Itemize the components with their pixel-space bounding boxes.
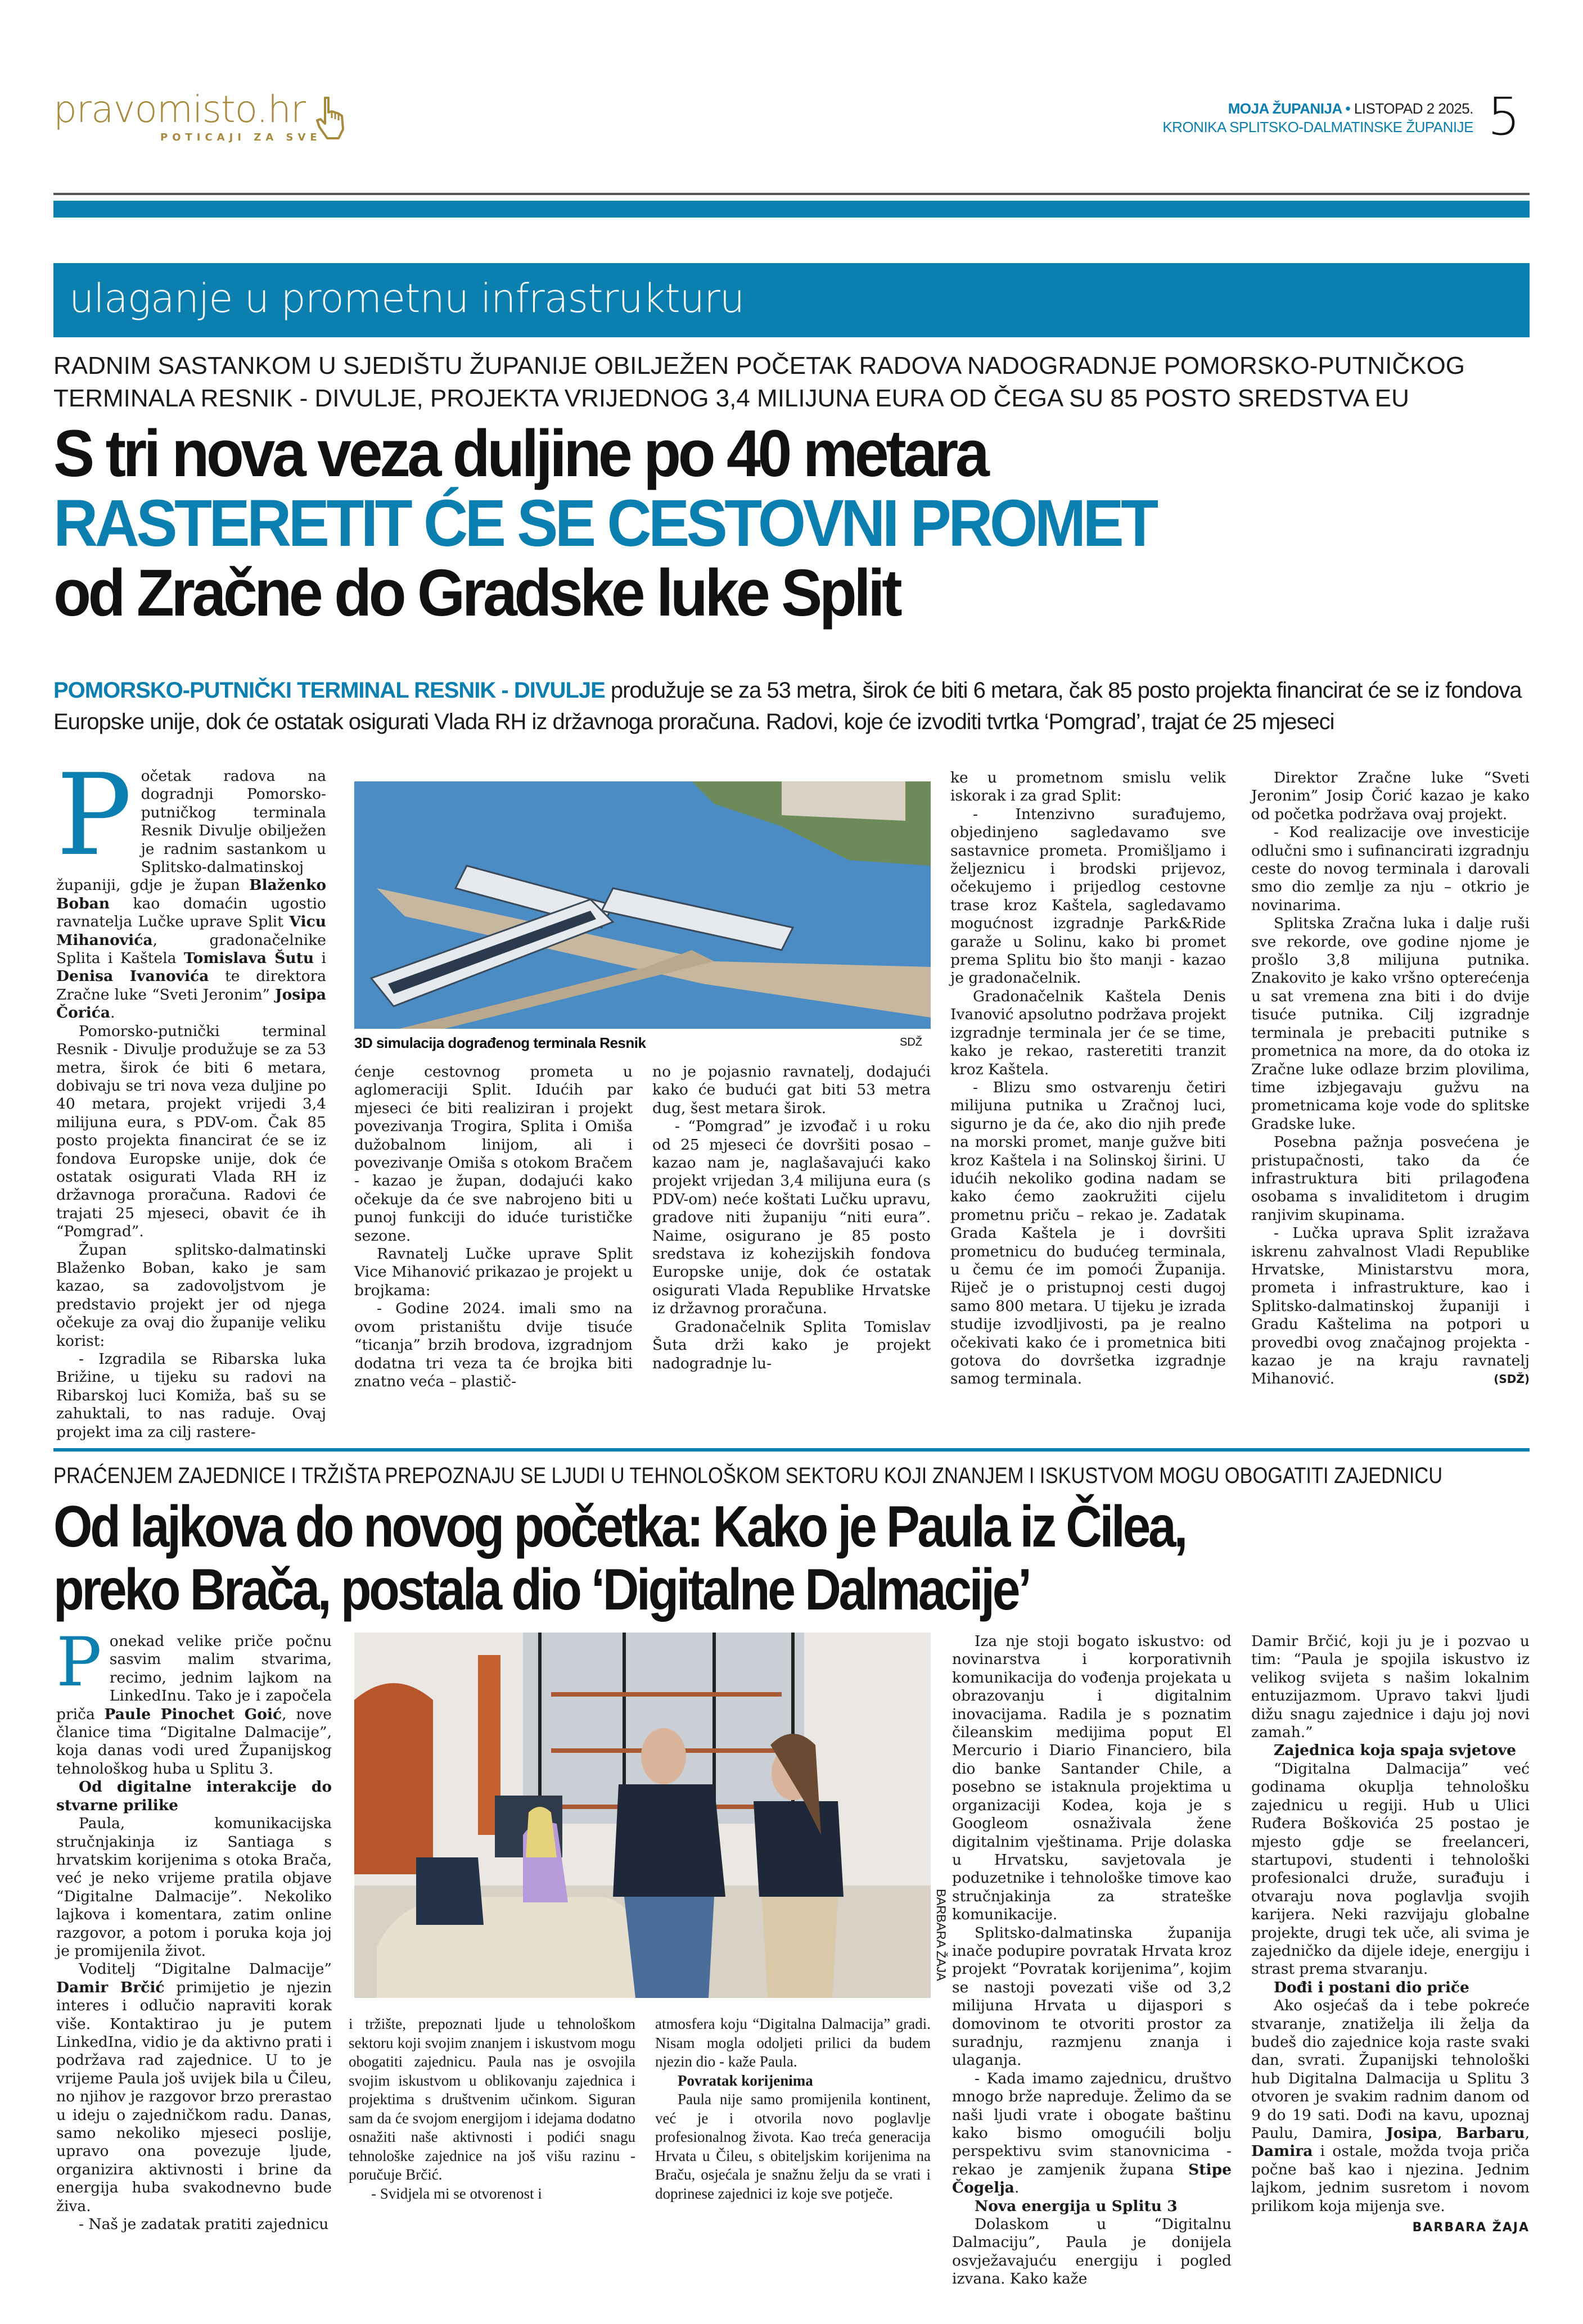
- paragraph: Ravnatelj Lučke uprave Split Vice Mihanović prikazao je projekt u brojkama:: [354, 1245, 633, 1299]
- paragraph: - Naš je zadatak pratiti zajednicu: [79, 2216, 329, 2233]
- section-name: MOJA ŽUPANIJA: [1228, 100, 1342, 117]
- subheading: Zajednica koja spaja svjetove: [1274, 1742, 1516, 1760]
- paragraph: “Digitalna Dalmacija” već godinama okuplja tehnološku zajednicu u regiji. Hub u Ulici Ruđera Boškovića 25 postao je mjesto gdje se freelanceri, startupovi, studenti i tehnološki profesionalci druže, surađuju i otvaraju nova poglavlja svojih karijera. Neki razvijaju globalne projekte, drugi tek uče, ali svima je zajedničko da dijele ideje, energiju i strast prema stvaranju.: [1251, 1760, 1530, 1978]
- photo-credit: SDŽ: [900, 1036, 922, 1048]
- header-separator: •: [1341, 100, 1354, 117]
- subheading: Dođi i postani dio priče: [1274, 1978, 1469, 1996]
- paragraph: Posebna pažnja posvećena je pristupačnosti, tako da će infrastruktura biti prilagođena osobama s invaliditetom i drugim ranjivim skupinama.: [1251, 1133, 1530, 1224]
- paragraph: Splitsko-dalmatinska županija inače podupire povratak Hrvata kroz projekt “Povratak korijenima”, kojim se nastoji povezati više od 3,2 milijuna Hrvata u dijaspori s domovinom te otvoriti prostor za suradnju, razmjenu znanja i ulaganja.: [952, 1924, 1232, 2069]
- paragraph: Iza nje stoji bogato iskustvo: od novinarstva i korporativnih komunikacija do vođenja projekata u obrazovanju i digitalnim inovacijama. Radila je s poznatim čileanskim medijima poput El Mercurio i Diario Financiero, bila dio banke Santander Chile, a posebno se istaknula projektima u organizaciji Kodea, koja je s Googleom osnaživala žene digitalnim vještinama. Prije dolaska u Hrvatsku, savjetovala je poduzetnike i tehnološke timove kao stručnjakinja za strateške komunikacije.: [952, 1633, 1232, 1924]
- article1-column-4: [950, 769, 1226, 1389]
- deck-lead: POMORSKO-PUTNIČKI TERMINAL RESNIK - DIVULJE: [53, 678, 605, 703]
- article1-headline-line3: od Zračne do Gradske luke Split: [53, 556, 900, 630]
- article2-headline-line1: Od lajkova do novog početka: Kako je Paula iz Čilea,: [53, 1494, 1186, 1560]
- publication-logo: [53, 90, 346, 152]
- article1-signature: (SDŽ): [1494, 1372, 1530, 1386]
- article2-byline: BARBARA ŽAJA: [1412, 2221, 1530, 2235]
- header-color-bar: [53, 201, 1530, 218]
- section-title: ulaganje u prometnu infrastrukturu: [69, 275, 745, 322]
- paragraph: Damir Brčić, koji ju je i pozvao u tim: “Paula je spojila iskustvo iz velikog svijeta s našim lokalnim entuzijazmom. Upravo takvi ljudi dižu snagu zajednice i daju joj novi zamah.”: [1251, 1633, 1530, 1742]
- paragraph: - Izgradila se Ribarska luka Brižine, u tijeku su radovi na Ribarskoj luci Komiža, baš su se zahuktali, to nas raduje. Ovaj projekt ima za cilj rastere-: [56, 1350, 326, 1441]
- hub-team-photo: [354, 1633, 931, 1998]
- paragraph: Direktor Zračne luke “Sveti Jeronim” Josip Čorić kazao je kako od početka podržava ovaj projekt.: [1251, 769, 1530, 823]
- article1-column-5: [1251, 769, 1530, 1389]
- paragraph: Pomorsko-putnički terminal Resnik - Divulje produžuje se za 53 metra, širok će biti 6 metara, dobivaju se tri nova veza duljine po 40 metara, projekt vrijedi 3,4 milijuna eura, s PDV-om. Čak 85 posto projekta financirat će se iz fondova Europske unije, dok će ostatak osigurati Vlada RH iz državnoga proračuna. Radovi će trajati 25 mjeseci, obavit će ih “Pomgrad”.: [56, 1022, 326, 1241]
- article2-column-4: [952, 1633, 1232, 2289]
- paragraph: Dolaskom u “Digitalnu Dalmaciju”, Paula je donijela osvježavajuću energiju i pogled izvana. Kako kaže: [952, 2216, 1232, 2288]
- drop-cap: P: [56, 1624, 102, 1702]
- article1-headline-line2: RASTERETIT ĆE SE CESTOVNI PROMET: [53, 486, 1156, 560]
- paragraph: - Lučka uprava Split izražava iskrenu zahvalnost Vladi Republike Hrvatske, Ministarstvu mora, prometa i infrastrukture, kao i Splitsko-dalmatinskoj županiji i Gradu Kaštelima na potpori u provedbi ovog značajnog projekta - kazao je na kraju ravnatelj Mihanović. (SDŽ): [1251, 1224, 1530, 1388]
- paragraph: Župan splitsko-dalmatinski Blaženko Boban, kako je sam kazao, sa zadovoljstvom je predstavio projekt jer od njega očekuje za ovaj dio županije veliku korist:: [56, 1241, 326, 1350]
- article2-kicker: PRAĆENJEM ZAJEDNICE I TRŽIŠTA PREPOZNAJU SE LJUDI U TEHNOLOŠKOM SEKTORU KOJI ZNANJEM I ISKUSTVOM MOGU OBOGATITI ZAJEDNICU: [53, 1463, 1443, 1489]
- article1-column-1: [56, 750, 326, 1441]
- paragraph: - Godine 2024. imali smo na ovom pristaništu dvije tisuće “ticanja” brzih brodova, izgradnjom dodatna tri veza ta će brojka biti znatno veća – plastič-: [354, 1300, 633, 1390]
- paragraph: atmosfera koju “Digitalna Dalmacija” gradi. Nisam mogla odoljeti prilici da budem njezin dio - kaže Paula.: [655, 2015, 931, 2070]
- article2-column-3: [655, 2015, 931, 2203]
- issue-date: LISTOPAD 2 2025.: [1354, 100, 1473, 117]
- paragraph: Ako osjećaš da i tebe pokreće stvaranje, znatiželja ili želja da budeš dio zajednice koja raste svaki dan, svrati. Županijski tehnološki hub Digitalna Dalmacija u Splitu 3 otvoren je svakim radnim danom od 9 do 19 sati. Dođi na kavu, upoznaj Paulu, Damira, Josipa, Barbaru, Damira i ostale, možda tvoja priča počne baš kao i njezina. Jednim lajkom, jednim susretom i novom prilikom koja mijenja sve.: [1251, 1997, 1530, 2215]
- paragraph: - “Pomgrad” je izvođač i u roku od 25 mjeseci će dovršiti posao – kazao nam je, naglašavajući kako projekt vrijedan 3,4 milijuna eura (s PDV-om) neće koštati Lučku upravu, gradove niti županiju “niti eura”. Naime, osigurano je 85 posto sredstava iz kohezijskih fondova Europske unije, dok će ostatak osigurati Vlada Republike Hrvatske iz državnog proračuna.: [652, 1118, 931, 1318]
- paragraph: Splitska Zračna luka i dalje ruši sve rekorde, ove godine njome je prošlo 3,8 milijuna putnika. Znakovito je kako vršno opterećenja u sat vremena zna biti i do dvije tisuće putnika. Cilj izgradnje terminala je prebaciti putnike s prometnica na more, da do otoka iz Zračne luke odlaze brzim plovilima, time izbjegavaju gužvu na prometnicama koje vode do splitske Gradske luke.: [1251, 915, 1530, 1133]
- subheading: Povratak korijenima: [678, 2072, 813, 2089]
- paragraph: očetak radova na dogradnji Pomorsko-putničkog terminala Resnik Divulje obilježen je radnim sastankom u Splitsko-dalmatinskoj županiji, gdje je župan Blaženko Boban kao domaćin ugostio ravnatelja Lučke uprave Split Vicu Mihanovića, gradonačelnike Splita i Kaštela Tomislava Šutu i Denisa Ivanovića te direktora Zračne luke “Sveti Jeronim” Josipa Čorića.: [56, 767, 326, 1022]
- paragraph: - Svidjela mi se otvorenost i: [371, 2185, 542, 2202]
- paragraph: Gradonačelnik Kaštela Denis Ivanović apsolutno podržava projekt izgradnje terminala jer će se time, kako je rekao, rasteretiti tranzit kroz Kaštela.: [950, 987, 1226, 1078]
- subheading: Nova energija u Splitu 3: [975, 2197, 1178, 2215]
- article2-column-1: [56, 1624, 332, 2233]
- subheading: Od digitalne interakcije do stvarne prilike: [56, 1778, 332, 1814]
- paragraph: no je pojasnio ravnatelj, dodajući kako će budući gat biti 53 metra dug, šest metara širok.: [652, 1063, 931, 1117]
- drop-cap: P: [56, 750, 132, 881]
- paragraph: Paula, komunikacijska stručnjakinja iz Santiaga s hrvatskim korijenima s otoka Brača, već je neko vrijeme pratila objave “Digitalne Dalmacije”. Nekoliko lajkova i komentara, zatim online razgovor, a potom i poruka koja joj je promijenila život.: [56, 1815, 332, 1960]
- paragraph: - Kada imamo zajednicu, društvo mnogo brže napreduje. Želimo da se naši ljudi vrate i obogate baštinu kako bismo omogućili bolju perspektivu svim stanovnicima - rekao je zamjenik župana Stipe Čogelja.: [952, 2069, 1232, 2197]
- logo-tagline: POTICAJI ZA SVE: [160, 132, 322, 143]
- article-divider: [53, 1448, 1530, 1452]
- terminal-render-illustration: [354, 781, 931, 1029]
- section-band: [53, 263, 1530, 337]
- paragraph: ke u prometnom smislu velik iskorak i za grad Split:: [950, 769, 1226, 805]
- article2-column-2: [349, 2015, 635, 2203]
- hub-office-illustration: [354, 1633, 931, 1998]
- article1-kicker: RADNIM SASTANKOM U SJEDIŠTU ŽUPANIJE OBILJEŽEN POČETAK RADOVA NADOGRADNJE POMORSKO-PUTNIČKOG TERMINALA RESNIK - DIVULJE, PROJEKTA VRIJEDNOG 3,4 MILIJUNA EURA OD ČEGA SU 85 POSTO SREDSTVA EU: [53, 352, 1465, 412]
- subsection-name: KRONIKA SPLITSKO-DALMATINSKE ŽUPANIJE: [1162, 119, 1473, 135]
- article1-headline-line1: S tri nova veza duljine po 40 metara: [53, 417, 987, 491]
- paragraph: - Intenzivno surađujemo, objedinjeno sagledavamo sve sastavnice prometa. Promišljamo i željeznicu i brodski prijevoz, očekujemo i prijedlog cestovne trase kroz Kaštela, sagledavamo mogućnost izgradnje Park&Ride garaže u Solinu, kako bi promet prema Splitu bio što manji - kazao je gradonačelnik.: [950, 805, 1226, 987]
- header-rule: [53, 193, 1530, 195]
- paragraph: i tržište, prepoznati ljude u tehnološkom sektoru koji svojim znanjem i iskustvom mogu obogatiti zajednicu. Paula nas je osvojila svojim iskustvom u oblikovanju zajednica i projektima s društvenim učinkom. Siguran sam da će svojom energijom i idejama dodatno osnažiti naše aktivnosti i podići snagu tehnološke zajednice na još višu razinu - poručuje Brčić.: [349, 2015, 635, 2183]
- logo-wordmark: pravomisto.hr: [53, 88, 305, 131]
- article1-deck: [53, 675, 1530, 738]
- paragraph: Voditelj “Digitalne Dalmacije” Damir Brčić primijetio je njezin interes i odlučio napraviti korak više. Kontaktirao ju je putem LinkedIna, vidio je da aktivno prati i podržava rad zajednice. U to je vrijeme Paula još uvijek bila u Čileu, no njihov je razgovor brzo prerastao u ideju o zajedničkom radu. Danas, samo nekoliko mjeseci poslije, upravo ona povezuje ljude, organizira aktivnosti i brine da energija huba svakodnevno bude živa.: [56, 1960, 332, 2215]
- photo-caption: 3D simulacija dograđenog terminala Resnik: [354, 1034, 646, 1051]
- pointing-hand-icon: [315, 96, 346, 141]
- page-header-meta: [1162, 100, 1473, 136]
- paragraph: Paula nije samo promijenila kontinent, već je i otvorila novo poglavlje profesionalnog života. Kao treća generacija Hrvata u Čileu, s obiteljskim korijenima na Braču, osjećala je snažnu želju da se vrati i doprinese zajednici iz koje sve potječe.: [655, 2091, 931, 2202]
- terminal-3d-render-photo: [354, 781, 931, 1029]
- photo-credit: BARBARA ŽAJA: [934, 1889, 948, 1981]
- article1-column-2: [354, 1063, 633, 1391]
- paragraph: Gradonačelnik Splita Tomislav Šuta drži kako je projekt nadogradnje lu-: [652, 1318, 931, 1372]
- paragraph: - Blizu smo ostvarenju četiri milijuna putnika u Zračnoj luci, sigurno je da će, ako dio njih pređe na morski promet, manje gužve biti kroz Kaštela i na Solinskoj širini. U idućih nekoliko godina nadam se kako ćemo zaokružiti cijelu prometnu priču – rekao je. Zadatak Grada Kaštela je i dovršiti prometnicu do budućeg terminala, u čemu će im pomoći Županija. Riječ je o pristupnoj cesti dugoj samo 800 metara. U tijeku je izrada studije izvodljivosti, pa je realno očekivati kako će i prometnica biti gotova do dovršetka izgradnje samog terminala.: [950, 1078, 1226, 1388]
- paragraph: - Kod realizacije ove investicije odlučni smo i sufinancirati izgradnju ceste do novog terminala i darovali smo dio zemlje za nju – otkrio je novinarima.: [1251, 824, 1530, 914]
- page-number: 5: [1487, 87, 1521, 147]
- article2-headline-line2: preko Brača, postala dio ‘Digitalne Dalmacije’: [53, 1557, 1030, 1623]
- deck-text: produžuje se za 53 metra, širok će biti 6 metara, čak 85 posto projekta financirat će se iz fondova Europske unije, dok će ostatak osigurati Vlada RH iz državnoga proračuna. Radovi, koje će izvoditi tvrtka ‘Pomgrad’, trajat će 25 mjeseci: [53, 678, 1522, 734]
- article1-column-3: [652, 1063, 931, 1373]
- article2-column-5: [1251, 1633, 1530, 2237]
- paragraph: ćenje cestovnog prometa u aglomeraciji Split. Idućih par mjeseci će biti realiziran i projekt povezivanja Trogira, Splita i Omiša dužobalnom linijom, ali i povezivanje Omiša s otokom Bračem - kazao je župan, dodajući kako očekuje da će sve nabrojeno biti u punoj funkciji do iduće turističke sezone.: [354, 1063, 633, 1245]
- paragraph: onekad velike priče počnu sasvim malim stvarima, recimo, jednim lajkom na LinkedInu. Tako je i započela priča Paule Pinochet Goić, nove članice tima “Digitalne Dalmacije”, koja danas vodi ured Županijskog tehnološkog huba u Splitu 3.: [56, 1633, 332, 1778]
